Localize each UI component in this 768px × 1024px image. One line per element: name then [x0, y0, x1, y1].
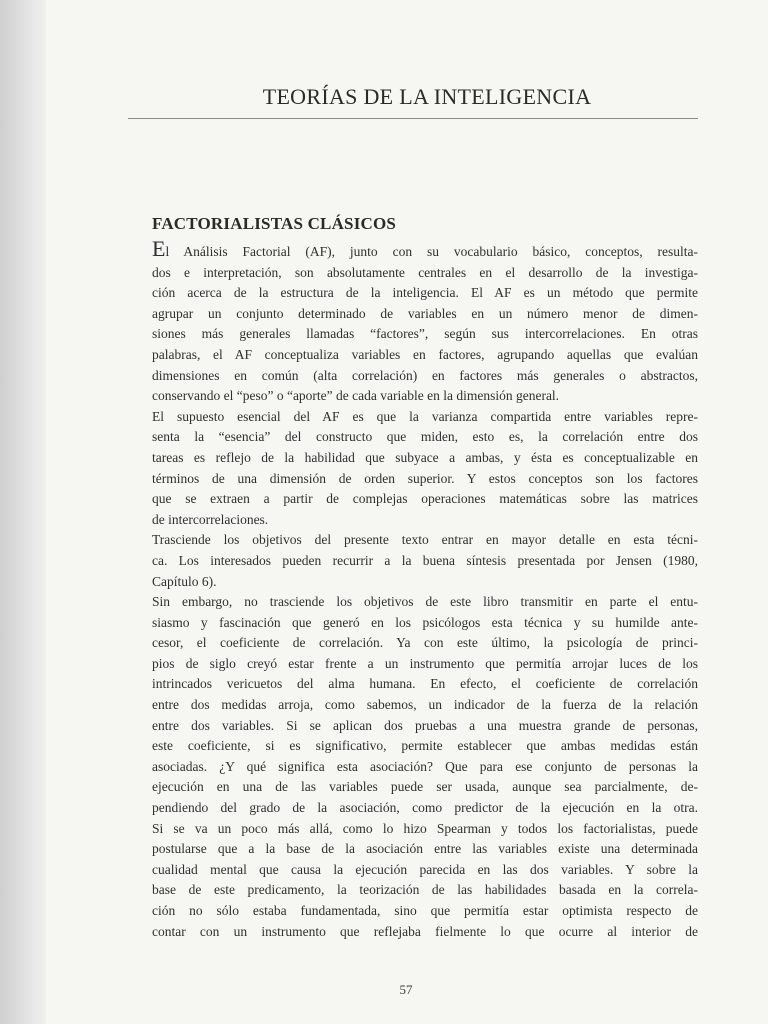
text-line: entre dos medidas arroja, como sabemos, un indicador de la fuerza de la relación — [152, 697, 698, 713]
paragraph-1 — [152, 236, 698, 407]
text-line: ción acerca de la estructura de la inteligencia. El AF es un método que permite — [152, 285, 698, 301]
body-text — [152, 236, 698, 942]
text-line: senta la “esencia” del constructo que miden, esto es, la correlación entre dos — [152, 429, 698, 445]
text-line: El Análisis Factorial (AF), junto con su vocabulario básico, conceptos, resulta- — [152, 236, 698, 261]
text-line: Trasciende los objetivos del presente texto entrar en mayor detalle en esta técni- — [152, 532, 698, 548]
text-line: de intercorrelaciones. — [152, 511, 269, 527]
text-line: palabras, el AF conceptualiza variables en factores, agrupando aquellas que evalúan — [152, 346, 698, 362]
text-line: contar con un instrumento que reflejaba fielmente lo que ocurre al interior de — [152, 923, 698, 939]
page-number: 57 — [399, 982, 413, 997]
text-line: Capítulo 6). — [152, 573, 217, 589]
text-line: dimensiones en común (alta correlación) en factores más generales o abstractos, — [152, 367, 698, 383]
text-line: términos de una dimensión de orden superior. Y estos conceptos son los factores — [152, 470, 698, 486]
text-line: agrupar un conjunto determinado de variables en un número menor de dimen- — [152, 305, 698, 321]
paragraph-4 — [152, 592, 698, 942]
text-line: El supuesto esencial del AF es que la varianza compartida entre variables repre- — [152, 408, 698, 424]
drop-cap: E — [152, 236, 166, 261]
text-line: ejecución en una de las variables puede ser usada, aunque sea parcialmente, de- — [152, 779, 698, 795]
text-line: dos e interpretación, son absolutamente centrales en el desarrollo de la investiga- — [152, 264, 698, 280]
text-line: conservando el “peso” o “aporte” de cada variable en la dimensión general. — [152, 388, 560, 404]
page-gutter-shadow — [0, 0, 52, 1024]
text-line: tareas es reflejo de la habilidad que subyace a ambas, y ésta es conceptualizable en — [152, 449, 698, 465]
text-line: este coeficiente, si es significativo, permite establecer que ambas medidas están — [152, 738, 698, 754]
text-line: cualidad mental que causa la ejecución parecida en las dos variables. Y sobre la — [152, 861, 698, 877]
text-line: cesor, el coeficiente de correlación. Ya con este último, la psicología de princi- — [152, 635, 698, 651]
text-line: intrincados vericuetos del alma humana. En efecto, el coeficiente de correlación — [152, 676, 698, 692]
text-line: postularse que a la base de la asociación entre las variables existe una determinada — [152, 841, 698, 857]
text-line: pios de siglo creyó estar frente a un instrumento que permitía arrojar luces de los — [152, 655, 698, 671]
header-rule — [128, 118, 698, 119]
text-line: Si se va un poco más allá, como lo hizo Spearman y todos los factorialistas, puede — [152, 820, 698, 836]
text-line: ca. Los interesados pueden recurrir a la buena síntesis presentada por Jensen (1980, — [152, 552, 698, 568]
text-line: Sin embargo, no trasciende los objetivos de este libro transmitir en parte el entu- — [152, 594, 698, 610]
text-line: asociadas. ¿Y qué significa esta asociación? Que para ese conjunto de personas la — [152, 758, 698, 774]
paragraph-3 — [152, 530, 698, 592]
text-line: siones más generales llamadas “factores”, según sus intercorrelaciones. En otras — [152, 326, 698, 342]
text-line: ción no sólo estaba fundamentada, sino que permitía estar optimista respecto de — [152, 903, 698, 918]
book-page — [46, 0, 768, 1024]
running-head: TEORÍAS DE LA INTELIGENCIA — [262, 84, 592, 109]
paragraph-2 — [152, 407, 698, 531]
text-line: base de este predicamento, la teorización de las habilidades basada en la correla- — [152, 882, 698, 898]
text-line: pendiendo del grado de la asociación, como predictor de la ejecución en la otra. — [152, 800, 698, 816]
text-line: que se extraen a partir de complejas operaciones matemáticas sobre las matrices — [152, 491, 698, 507]
section-title: FACTORIALISTAS CLÁSICOS — [152, 214, 397, 233]
text-line: siasmo y fascinación que generó en los psicólogos esta técnica y su humilde ante- — [152, 614, 698, 630]
text-line: entre dos variables. Si se aplican dos pruebas a una muestra grande de personas, — [152, 717, 698, 733]
